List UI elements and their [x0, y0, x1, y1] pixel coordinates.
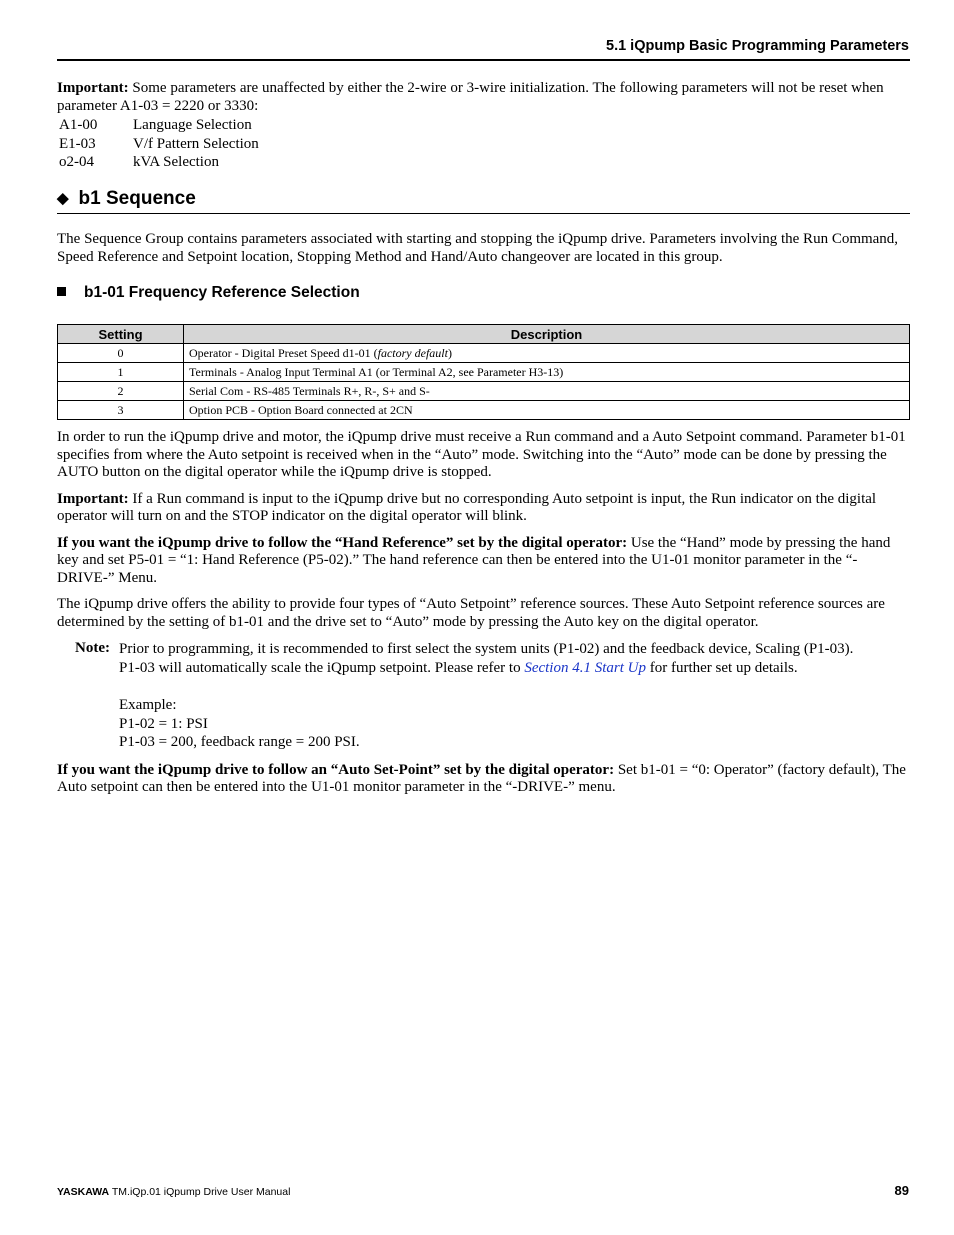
list-item: [57, 117, 910, 135]
note-text: [119, 640, 859, 678]
intro-block: [57, 80, 910, 172]
auto-setpoint-paragraph: The iQpump drive offers the ability to provide four types of “Auto Setpoint” reference sources. These Auto Setpoint reference sources are determined by the setting of b1-01 and the drive set to “Auto” mode by pressing the Auto key on the digital operator.: [57, 596, 885, 630]
table-header-description: Description: [184, 325, 910, 344]
run-paragraph: In order to run the iQpump drive and motor, the iQpump drive must receive a Run command and a Auto Setpoint command. Parameter b1-01 specifies from where the Auto setpoint is received when in the “Auto” mode. Switching into the “Auto” mode can be done by pressing the AUTO button on the digital operator while the iQpump drive is stopped.: [57, 429, 906, 480]
note-text-1: Prior to programming, it is recommended to first select the system units (P1-02) and the feedback device, Scaling (P1-03). P1-03 will automatically scale the iQpump setpoint. Please refer to: [119, 641, 854, 676]
description-cell: Option PCB - Option Board connected at 2CN: [184, 401, 910, 420]
setting-cell: 3: [58, 401, 184, 420]
example-line-1: P1-02 = 1: PSI: [119, 715, 208, 732]
example-label: Example:: [119, 697, 177, 713]
setting-cell: 2: [58, 382, 184, 401]
setting-cell: 1: [58, 363, 184, 382]
square-bullet-icon: [57, 287, 66, 296]
auto-bold: If you want the iQpump drive to follow an “Auto Set-Point” set by the digital operator:: [57, 761, 615, 778]
setting-cell: 0: [58, 344, 184, 363]
auto-operator-paragraph: [57, 762, 910, 797]
important-label: Important:: [57, 490, 129, 507]
important-note-2: [57, 491, 910, 526]
description-end: ): [447, 345, 452, 360]
subsection-title: b1-01 Frequency Reference Selection: [84, 284, 360, 301]
param-code: A1-00: [59, 117, 98, 133]
example-line-2: P1-03 = 200, feedback range = 200 PSI.: [119, 734, 360, 750]
description-cell: [184, 344, 910, 363]
table-row: [58, 344, 910, 363]
list-item: [57, 136, 910, 154]
important-note-1: [57, 80, 910, 115]
description-italic: factory default: [377, 345, 448, 360]
table-row: [58, 363, 910, 382]
table-header-row: [58, 325, 910, 344]
description-text: Operator - Digital Preset Speed d1-01 (: [189, 345, 378, 360]
subsection-heading: [57, 284, 360, 302]
hand-bold: If you want the iQpump drive to follow the “Hand Reference” set by the digital operator:: [57, 534, 628, 551]
page-number: 89: [894, 1183, 909, 1198]
hand-text: Use the “Hand” mode by pressing the hand key and set P5-01 = “1: Hand Reference (P5-02).” The hand reference can then be entered into the U1-01 monitor parameter in the “-DRIVE-” Menu.: [57, 534, 891, 586]
footer-manual: [57, 1184, 290, 1202]
note-label: Note:: [75, 640, 110, 656]
param-name: V/f Pattern Selection: [133, 135, 259, 152]
unaffected-list: [57, 117, 910, 172]
auto-text: Set b1-01 = “0: Operator” (factory default), The Auto setpoint can then be entered into the U1-01 monitor parameter in the “-DRIVE-” menu.: [57, 761, 906, 795]
param-code: o2-04: [59, 154, 94, 170]
settings-table: [57, 324, 910, 420]
important-label: Important:: [57, 80, 129, 96]
section-title: b1 Sequence: [78, 188, 196, 209]
note-block: [75, 640, 910, 752]
param-name: Language Selection: [133, 117, 252, 133]
note-body: [119, 640, 859, 752]
page-header-title: 5.1 iQpump Basic Programming Parameters: [606, 38, 909, 54]
description-cell: Serial Com - RS-485 Terminals R+, R-, S+ and S-: [184, 382, 910, 401]
param-name: kVA Selection: [133, 154, 219, 170]
note-text-2: for further set up details.: [645, 660, 798, 676]
table-row: [58, 382, 910, 401]
table-header-setting: Setting: [58, 325, 184, 344]
section-link[interactable]: Section 4.1 Start Up: [524, 660, 646, 676]
param-code: E1-03: [59, 135, 96, 152]
list-item: [57, 154, 910, 172]
section-heading: [57, 190, 910, 214]
important-text: Some parameters are unaffected by either the 2-wire or 3-wire initialization. The following parameters will not be reset when parameter A1-03 = 2220 or 3330:: [57, 80, 884, 114]
footer-brand: YASKAWA: [57, 1186, 110, 1198]
diamond-icon: ◆: [57, 190, 69, 207]
section-intro: The Sequence Group contains parameters associated with starting and stopping the iQpump drive. Parameters involving the Run Command, Speed Reference and Setpoint location, Stopping Method and Hand/Auto changeover are located in this group.: [57, 231, 899, 265]
body-block: [57, 429, 910, 797]
hand-reference-paragraph: [57, 535, 910, 588]
description-cell: Terminals - Analog Input Terminal A1 (or Terminal A2, see Parameter H3-13): [184, 363, 910, 382]
header-rule: [57, 59, 910, 61]
important-text: If a Run command is input to the iQpump drive but no corresponding Auto setpoint is input, the Run indicator on the digital operator will turn on and the STOP indicator on the digital operator will blink.: [57, 490, 877, 524]
table-row: [58, 401, 910, 420]
footer-manual-title: TM.iQp.01 iQpump Drive User Manual: [109, 1186, 291, 1198]
